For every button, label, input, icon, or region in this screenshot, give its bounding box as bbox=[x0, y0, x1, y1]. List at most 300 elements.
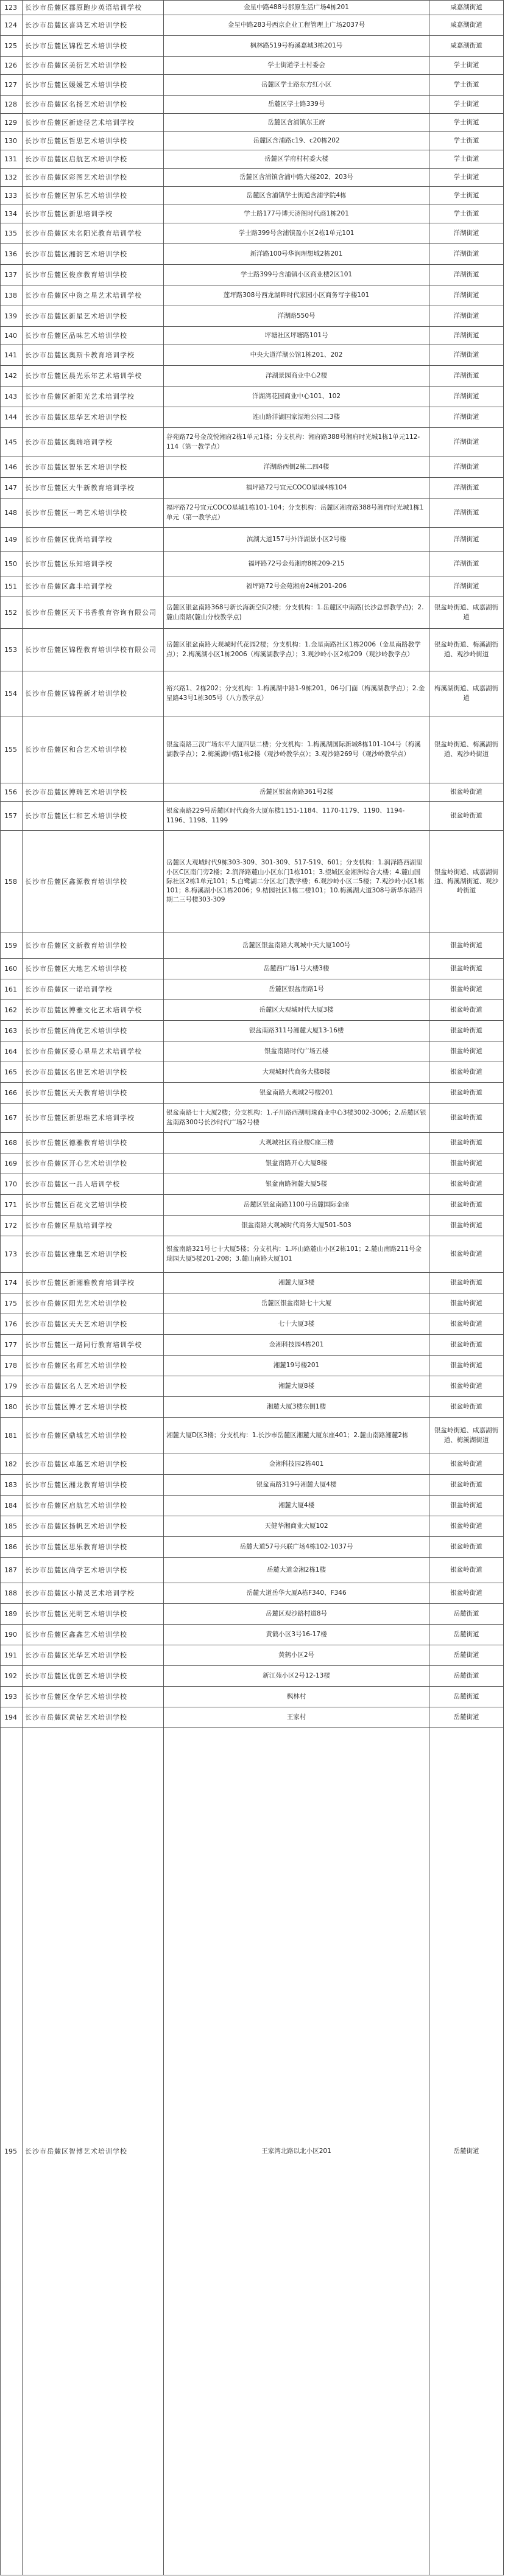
street-cell: 银盆岭街道 bbox=[429, 1376, 504, 1397]
institution-name-cell: 长沙市岳麓区大牛新教育培训学校 bbox=[23, 478, 164, 499]
institution-name-cell: 长沙市岳麓区晨光乐年艺术培训学校 bbox=[23, 366, 164, 387]
address-cell: 岳麓区银盆南路1100号岳麓国际金座 bbox=[164, 1195, 429, 1216]
row-number-cell: 156 bbox=[1, 783, 23, 802]
institution-name-cell: 长沙市岳麓区天天教育培训学校 bbox=[23, 1083, 164, 1104]
address-cell: 银盆南路湘麓大厦5楼 bbox=[164, 1174, 429, 1195]
table-row bbox=[1, 1397, 504, 1418]
table-row bbox=[1, 1604, 504, 1625]
street-cell: 银盆岭街道 bbox=[429, 1583, 504, 1604]
address-cell: 岳麓区银盆南路361号2楼 bbox=[164, 783, 429, 802]
street-cell: 银盆岭街道、梅溪湖街道、观沙岭街道 bbox=[429, 716, 504, 783]
address-cell: 岳麓区银盆南路1号 bbox=[164, 979, 429, 1000]
institution-name-cell: 长沙市岳麓区锦程新才培训学校 bbox=[23, 671, 164, 716]
address-cell: 洋湖路西侧2栋二四4楼 bbox=[164, 457, 429, 478]
address-cell: 学士街道学士村委会 bbox=[164, 57, 429, 75]
table-row bbox=[1, 187, 504, 205]
row-number-cell: 161 bbox=[1, 979, 23, 1000]
row-number-cell: 185 bbox=[1, 1516, 23, 1537]
institution-name-cell: 长沙市岳麓区名扬艺术培训学校 bbox=[23, 96, 164, 114]
street-cell: 学士街道 bbox=[429, 169, 504, 187]
row-number-cell: 160 bbox=[1, 959, 23, 979]
street-cell: 岳麓街道 bbox=[429, 1707, 504, 1728]
table-row bbox=[1, 1516, 504, 1537]
address-cell: 岳麓区大观城时代9栋303-309、301-309、517-519、601；分支机构：1.润泽路西湖里小区C区南门旁2楼；2.润泽路麓山小区东门1栋101；3.望城区金湘洲综合大楼；4.麓山国际社区2栋1单元101；5.白鹭湖二分区北门教学楼；6.观沙岭小区二5楼；7.观沙岭小区1栋101；8.梅溪湖小区1栋2006；9.桔园社区1栋二楼101；10.梅溪湖大道308号新华东路四期二三号楼303-309 bbox=[164, 831, 429, 933]
table-row bbox=[1, 1356, 504, 1376]
table-row bbox=[1, 114, 504, 132]
row-number-cell: 170 bbox=[1, 1174, 23, 1195]
table-row bbox=[1, 75, 504, 96]
table-row bbox=[1, 387, 504, 407]
row-number-cell: 191 bbox=[1, 1645, 23, 1666]
institution-name-cell: 长沙市岳麓区品味艺术培训学校 bbox=[23, 327, 164, 345]
institution-name-cell: 长沙市岳麓区智乐艺术培训学校 bbox=[23, 457, 164, 478]
institution-name-cell: 长沙市岳麓区扬帆艺术培训学校 bbox=[23, 1516, 164, 1537]
table-row bbox=[1, 457, 504, 478]
institution-name-cell: 长沙市岳麓区一鸣艺术培训学校 bbox=[23, 499, 164, 528]
institution-name-cell: 长沙市岳麓区思华艺术培训学校 bbox=[23, 407, 164, 428]
row-number-cell: 174 bbox=[1, 1273, 23, 1293]
institution-name-cell: 长沙市岳麓区新阳光艺术培训学校 bbox=[23, 387, 164, 407]
street-cell: 洋湖街道 bbox=[429, 387, 504, 407]
row-number-cell: 164 bbox=[1, 1041, 23, 1062]
address-cell: 岳麓区观沙路村道8号 bbox=[164, 1604, 429, 1625]
street-cell: 咸嘉湖街道 bbox=[429, 15, 504, 36]
address-cell: 银盆南路319号湘麓大厦4楼 bbox=[164, 1475, 429, 1496]
row-number-cell: 190 bbox=[1, 1625, 23, 1645]
street-cell: 学士街道 bbox=[429, 57, 504, 75]
table-row bbox=[1, 1153, 504, 1174]
institution-name-cell: 长沙市岳麓区博雅文化艺术培训学校 bbox=[23, 1000, 164, 1021]
table-row bbox=[1, 1133, 504, 1153]
row-number-cell: 157 bbox=[1, 802, 23, 831]
row-number-cell: 129 bbox=[1, 114, 23, 132]
address-cell: 湘麓大厦8楼 bbox=[164, 1376, 429, 1397]
institution-name-cell: 长沙市岳麓区博瑞艺术培训学校 bbox=[23, 783, 164, 802]
address-cell: 王家村 bbox=[164, 1707, 429, 1728]
street-cell: 银盆岭街道 bbox=[429, 1083, 504, 1104]
street-cell: 银盆岭街道 bbox=[429, 1496, 504, 1516]
table-row bbox=[1, 1645, 504, 1666]
street-cell: 洋湖街道 bbox=[429, 327, 504, 345]
table-row bbox=[1, 1418, 504, 1454]
row-number-cell: 171 bbox=[1, 1195, 23, 1216]
institution-name-cell: 长沙市岳麓区一路同行教育培训学校 bbox=[23, 1335, 164, 1356]
institution-name-cell: 长沙市岳麓区百花文艺培训学校 bbox=[23, 1195, 164, 1216]
table-row bbox=[1, 552, 504, 576]
street-cell: 梅溪湖街道、咸嘉湖街道 bbox=[429, 671, 504, 716]
row-number-cell: 125 bbox=[1, 36, 23, 57]
table-row bbox=[1, 933, 504, 959]
address-cell: 福坪路72号宜元COCO星城1栋101-104；分支机构：岳麓区湘府路388号湘府时光城1栋1单元（第一教学点） bbox=[164, 499, 429, 528]
table-row bbox=[1, 327, 504, 345]
institution-name-cell: 长沙市岳麓区鑫源教育培训学校 bbox=[23, 831, 164, 933]
table-row bbox=[1, 57, 504, 75]
row-number-cell: 133 bbox=[1, 187, 23, 205]
row-number-cell: 192 bbox=[1, 1666, 23, 1687]
street-cell: 银盆岭街道、咸嘉湖街道、梅溪湖街道 bbox=[429, 1418, 504, 1454]
street-cell: 洋湖街道 bbox=[429, 576, 504, 597]
street-cell: 银盆岭街道 bbox=[429, 1133, 504, 1153]
table-row bbox=[1, 1216, 504, 1236]
street-cell: 银盆岭街道 bbox=[429, 1041, 504, 1062]
table-row bbox=[1, 716, 504, 783]
street-cell: 银盆岭街道 bbox=[429, 1174, 504, 1195]
street-cell: 银盆岭街道 bbox=[429, 1216, 504, 1236]
table-row bbox=[1, 1021, 504, 1041]
address-cell: 金星中路283号西京企业工程管理上广场2037号 bbox=[164, 15, 429, 36]
address-cell: 莲坪路308号西龙湖畔时代家园小区商务写字楼101 bbox=[164, 285, 429, 306]
row-number-cell: 132 bbox=[1, 169, 23, 187]
institution-name-cell: 长沙市岳麓区启航艺术培训学校 bbox=[23, 150, 164, 169]
institution-name-cell: 长沙市岳麓区媛媛艺术培训学校 bbox=[23, 75, 164, 96]
institution-name-cell: 长沙市岳麓区名师艺术培训学校 bbox=[23, 1356, 164, 1376]
street-cell: 银盆岭街道 bbox=[429, 1021, 504, 1041]
address-cell: 银盆南路229号岳麓区时代商务大厦东楼1151-1184、1170-1179、1190、1194-1196、1198、1199 bbox=[164, 802, 429, 831]
institution-name-cell: 长沙市岳麓区鑫丰培训学校 bbox=[23, 576, 164, 597]
table-row bbox=[1, 478, 504, 499]
address-cell: 学士路399号含浦镇小区商业楼2区101 bbox=[164, 265, 429, 285]
institution-name-cell: 长沙市岳麓区彩图艺术培训学校 bbox=[23, 169, 164, 187]
row-number-cell: 182 bbox=[1, 1454, 23, 1475]
institution-name-cell: 长沙市岳麓区思乐教育培训学校 bbox=[23, 1537, 164, 1558]
street-cell: 洋湖街道 bbox=[429, 244, 504, 265]
institution-name-cell: 长沙市岳麓区星航培训学校 bbox=[23, 1216, 164, 1236]
row-number-cell: 150 bbox=[1, 552, 23, 576]
institution-name-cell: 长沙市岳麓区喜鸿艺术培训学校 bbox=[23, 15, 164, 36]
address-cell: 岳麓区大观城时代大厦3楼 bbox=[164, 1000, 429, 1021]
institution-name-cell: 长沙市岳麓区尚学艺术培训学校 bbox=[23, 1558, 164, 1583]
street-cell: 银盆岭街道 bbox=[429, 1314, 504, 1335]
table-row bbox=[1, 1293, 504, 1314]
address-cell: 岳麓区银盆南路大观城中天大厦100号 bbox=[164, 933, 429, 959]
institution-name-cell: 长沙市岳麓区卓越艺术培训学校 bbox=[23, 1454, 164, 1475]
street-cell: 洋湖街道 bbox=[429, 285, 504, 306]
address-cell: 银盆南路开心大厦8楼 bbox=[164, 1153, 429, 1174]
institution-name-cell: 长沙市岳麓区新湘雅教育培训学校 bbox=[23, 1273, 164, 1293]
address-cell: 福坪路72号金苑湘府24栋201-206 bbox=[164, 576, 429, 597]
row-number-cell: 146 bbox=[1, 457, 23, 478]
institution-name-cell: 长沙市岳麓区湘龙教育培训学校 bbox=[23, 1475, 164, 1496]
institution-name-cell: 长沙市岳麓区一诺培训学校 bbox=[23, 979, 164, 1000]
street-cell: 洋湖街道 bbox=[429, 366, 504, 387]
row-number-cell: 166 bbox=[1, 1083, 23, 1104]
row-number-cell: 184 bbox=[1, 1496, 23, 1516]
address-cell: 岳麓区银盆南路368号新长海新空间2楼；分支机构：1.岳麓区中南路(长沙总部教学点)；2.麓山南路(麓山分校教学点) bbox=[164, 597, 429, 629]
table-row bbox=[1, 306, 504, 327]
table-row bbox=[1, 1625, 504, 1645]
street-cell: 洋湖街道 bbox=[429, 478, 504, 499]
institution-name-cell: 长沙市岳麓区优尚培训学校 bbox=[23, 528, 164, 552]
institution-name-cell: 长沙市岳麓区开心艺术培训学校 bbox=[23, 1153, 164, 1174]
address-cell: 谷苑路72号金茂悦湘府2栋1单元1楼；分支机构：湘府路388号湘府时光城1栋1单元112-114（第一教学点） bbox=[164, 428, 429, 457]
table-row bbox=[1, 979, 504, 1000]
row-number-cell: 137 bbox=[1, 265, 23, 285]
institution-name-cell: 长沙市岳麓区奥斯卡教育培训学校 bbox=[23, 345, 164, 366]
row-number-cell: 151 bbox=[1, 576, 23, 597]
address-cell: 洋湖湾花园商业中心101、102 bbox=[164, 387, 429, 407]
address-cell: 裕兴路1、2栋202；分支机构：1.梅溪湖中路1-9栋201，06号门面（梅溪湖教学点）；2.金星路43号1栋305号（八方教学点） bbox=[164, 671, 429, 716]
table-row bbox=[1, 528, 504, 552]
institution-name-cell: 长沙市岳麓区阳光艺术培训学校 bbox=[23, 1293, 164, 1314]
row-number-cell: 194 bbox=[1, 1707, 23, 1728]
row-number-cell: 141 bbox=[1, 345, 23, 366]
institution-name-cell: 长沙市岳麓区新途径艺术培训学校 bbox=[23, 114, 164, 132]
row-number-cell: 188 bbox=[1, 1583, 23, 1604]
table-row bbox=[1, 428, 504, 457]
row-number-cell: 153 bbox=[1, 629, 23, 671]
address-cell: 王家湾北路以北小区201 bbox=[164, 1728, 429, 2575]
row-number-cell: 159 bbox=[1, 933, 23, 959]
row-number-cell: 165 bbox=[1, 1062, 23, 1083]
address-cell: 岳麓西广场1号大楼3楼 bbox=[164, 959, 429, 979]
address-cell: 中央大道洋湖公馆1栋201、202 bbox=[164, 345, 429, 366]
institution-name-cell: 长沙市岳麓区中资之星艺术培训学校 bbox=[23, 285, 164, 306]
row-number-cell: 148 bbox=[1, 499, 23, 528]
street-cell: 学士街道 bbox=[429, 187, 504, 205]
address-cell: 银盆南路三汊广场东平大厦四层二楼；分支机构：1.梅溪湖国际新城8栋101-104号（梅溪湖教学点）；2.梅溪湖中路1栋2楼（观沙岭教学点）；3.观沙路269号（观沙岭教学点） bbox=[164, 716, 429, 783]
street-cell: 洋湖街道 bbox=[429, 306, 504, 327]
institution-name-cell: 长沙市岳麓区优创艺术培训学校 bbox=[23, 1666, 164, 1687]
row-number-cell: 180 bbox=[1, 1397, 23, 1418]
table-row bbox=[1, 1, 504, 15]
table-row bbox=[1, 1273, 504, 1293]
street-cell: 洋湖街道 bbox=[429, 345, 504, 366]
row-number-cell: 152 bbox=[1, 597, 23, 629]
address-cell: 岳麓大道金湘2栋1楼 bbox=[164, 1558, 429, 1583]
address-cell: 新洋路100号华润理想城2栋201 bbox=[164, 244, 429, 265]
institution-name-cell: 长沙市岳麓区文新教育培训学校 bbox=[23, 933, 164, 959]
street-cell: 洋湖街道 bbox=[429, 457, 504, 478]
street-cell: 岳麓街道 bbox=[429, 1687, 504, 1707]
institution-name-cell: 长沙市岳麓区名人艺术培训学校 bbox=[23, 1376, 164, 1397]
address-cell: 枫林路519号梅溪嘉城3栋201号 bbox=[164, 36, 429, 57]
address-cell: 枫林村 bbox=[164, 1687, 429, 1707]
institution-name-cell: 长沙市岳麓区博才艺术培训学校 bbox=[23, 1397, 164, 1418]
institution-name-cell: 长沙市岳麓区仁和艺术培训学校 bbox=[23, 802, 164, 831]
row-number-cell: 140 bbox=[1, 327, 23, 345]
street-cell: 银盆岭街道 bbox=[429, 1195, 504, 1216]
address-cell: 岳麓区学府村村委大楼 bbox=[164, 150, 429, 169]
street-cell: 咸嘉湖街道 bbox=[429, 36, 504, 57]
row-number-cell: 139 bbox=[1, 306, 23, 327]
institution-name-cell: 长沙市岳麓区哲思艺术培训学校 bbox=[23, 132, 164, 150]
row-number-cell: 145 bbox=[1, 428, 23, 457]
institution-name-cell: 长沙市岳麓区郡原跑步英语培训学校 bbox=[23, 1, 164, 15]
address-cell: 银盆南路大观城2号楼201 bbox=[164, 1083, 429, 1104]
table-row bbox=[1, 205, 504, 223]
street-cell: 洋湖街道 bbox=[429, 428, 504, 457]
street-cell: 洋湖街道 bbox=[429, 552, 504, 576]
street-cell: 银盆岭街道 bbox=[429, 1062, 504, 1083]
table-row bbox=[1, 1666, 504, 1687]
address-cell: 湘麓大厦D区3楼；分支机构：1.长沙市岳麓区湘麓大厦东座401；2.麓山南路湘麓2栋 bbox=[164, 1418, 429, 1454]
address-cell: 连山路洋湖国家湿地公园二3楼 bbox=[164, 407, 429, 428]
address-cell: 湘麓大厦4楼 bbox=[164, 1496, 429, 1516]
table-row bbox=[1, 802, 504, 831]
address-cell: 大观城社区商业楼C座三楼 bbox=[164, 1133, 429, 1153]
street-cell: 岳麓街道 bbox=[429, 1604, 504, 1625]
row-number-cell: 154 bbox=[1, 671, 23, 716]
street-cell: 银盆岭街道 bbox=[429, 933, 504, 959]
institution-name-cell: 长沙市岳麓区德雅教育培训学校 bbox=[23, 1133, 164, 1153]
institution-name-cell: 长沙市岳麓区锦程教育培训学校有限公司 bbox=[23, 629, 164, 671]
street-cell: 岳麓街道 bbox=[429, 1645, 504, 1666]
street-cell: 银盆岭街道、咸嘉湖街道、梅溪湖街道、观沙岭街道 bbox=[429, 831, 504, 933]
street-cell: 洋湖街道 bbox=[429, 265, 504, 285]
row-number-cell: 175 bbox=[1, 1293, 23, 1314]
address-cell: 新江苑小区2号12-13楼 bbox=[164, 1666, 429, 1687]
street-cell: 洋湖街道 bbox=[429, 499, 504, 528]
row-number-cell: 167 bbox=[1, 1104, 23, 1133]
table-row bbox=[1, 1314, 504, 1335]
row-number-cell: 127 bbox=[1, 75, 23, 96]
street-cell: 银盆岭街道 bbox=[429, 1273, 504, 1293]
institution-name-cell: 长沙市岳麓区光明艺术培训学校 bbox=[23, 1604, 164, 1625]
street-cell: 银盆岭街道 bbox=[429, 1104, 504, 1133]
address-cell: 岳麓区含浦镇含浦中路大楼202、203号 bbox=[164, 169, 429, 187]
table-row bbox=[1, 15, 504, 36]
street-cell: 学士街道 bbox=[429, 96, 504, 114]
table-row bbox=[1, 783, 504, 802]
table-row bbox=[1, 959, 504, 979]
row-number-cell: 158 bbox=[1, 831, 23, 933]
row-number-cell: 168 bbox=[1, 1133, 23, 1153]
address-cell: 天健华湘商业大厦102 bbox=[164, 1516, 429, 1537]
row-number-cell: 128 bbox=[1, 96, 23, 114]
table-row bbox=[1, 1000, 504, 1021]
street-cell: 银盆岭街道 bbox=[429, 1454, 504, 1475]
address-cell: 银盆南路七十大厦2楼；分支机构：1.子川路西湖明珠商业中心3楼3002-3006；2.岳麓区银盆南路300号长沙时代广场2号楼 bbox=[164, 1104, 429, 1133]
table-row bbox=[1, 96, 504, 114]
street-cell: 银盆岭街道 bbox=[429, 1293, 504, 1314]
table-row bbox=[1, 1195, 504, 1216]
table-row bbox=[1, 671, 504, 716]
row-number-cell: 162 bbox=[1, 1000, 23, 1021]
table-row bbox=[1, 407, 504, 428]
address-cell: 湘麓大厦3楼 bbox=[164, 1273, 429, 1293]
row-number-cell: 178 bbox=[1, 1356, 23, 1376]
address-cell: 滨湖大道157号外洋湖景小区2号楼 bbox=[164, 528, 429, 552]
street-cell: 银盆岭街道 bbox=[429, 959, 504, 979]
street-cell: 洋湖街道 bbox=[429, 223, 504, 244]
institution-name-cell: 长沙市岳麓区湘韵艺术培训学校 bbox=[23, 244, 164, 265]
institution-name-cell: 长沙市岳麓区尚优艺术培训学校 bbox=[23, 1021, 164, 1041]
row-number-cell: 173 bbox=[1, 1236, 23, 1273]
street-cell: 学士街道 bbox=[429, 150, 504, 169]
street-cell: 咸嘉湖街道 bbox=[429, 1, 504, 15]
institution-name-cell: 长沙市岳麓区智博艺术培训学校 bbox=[23, 1728, 164, 2575]
address-cell: 岳麓大道岳华大厦A栋F340、F346 bbox=[164, 1583, 429, 1604]
address-cell: 洋湖路550号 bbox=[164, 306, 429, 327]
address-cell: 七十大厦3楼 bbox=[164, 1314, 429, 1335]
address-cell: 大观城时代商务大楼8楼 bbox=[164, 1062, 429, 1083]
institution-name-cell: 长沙市岳麓区小精灵艺术培训学校 bbox=[23, 1583, 164, 1604]
table-row bbox=[1, 1062, 504, 1083]
row-number-cell: 142 bbox=[1, 366, 23, 387]
street-cell: 银盆岭街道 bbox=[429, 1516, 504, 1537]
row-number-cell: 163 bbox=[1, 1021, 23, 1041]
table-row bbox=[1, 1041, 504, 1062]
institution-name-cell: 长沙市岳麓区光华艺术培训学校 bbox=[23, 1645, 164, 1666]
address-cell: 银盆南路大观城时代商务大厦501-503 bbox=[164, 1216, 429, 1236]
table-row bbox=[1, 1475, 504, 1496]
row-number-cell: 124 bbox=[1, 15, 23, 36]
institution-name-cell: 长沙市岳麓区新思维艺术培训学校 bbox=[23, 1104, 164, 1133]
table-row bbox=[1, 1537, 504, 1558]
street-cell: 岳麓街道 bbox=[429, 1728, 504, 2575]
table-row bbox=[1, 597, 504, 629]
row-number-cell: 144 bbox=[1, 407, 23, 428]
table-row bbox=[1, 1496, 504, 1516]
institution-name-cell: 长沙市岳麓区天天艺术培训学校 bbox=[23, 1314, 164, 1335]
street-cell: 银盆岭街道 bbox=[429, 783, 504, 802]
row-number-cell: 123 bbox=[1, 1, 23, 15]
street-cell: 银盆岭街道 bbox=[429, 1000, 504, 1021]
table-row bbox=[1, 132, 504, 150]
table-row bbox=[1, 1558, 504, 1583]
institution-name-cell: 长沙市岳麓区鑫鑫艺术培训学校 bbox=[23, 1625, 164, 1645]
street-cell: 学士街道 bbox=[429, 205, 504, 223]
institution-name-cell: 长沙市岳麓区和合艺术培训学校 bbox=[23, 716, 164, 783]
address-cell: 黄鹤小区2号 bbox=[164, 1645, 429, 1666]
row-number-cell: 172 bbox=[1, 1216, 23, 1236]
address-cell: 银盆南路311号湘麓大厦13-16楼 bbox=[164, 1021, 429, 1041]
institution-name-cell: 长沙市岳麓区爱心星星艺术培训学校 bbox=[23, 1041, 164, 1062]
address-cell: 湘麓大厦3楼东侧1楼 bbox=[164, 1397, 429, 1418]
table-row bbox=[1, 1728, 504, 2575]
row-number-cell: 195 bbox=[1, 1728, 23, 2575]
address-cell: 岳麓区银盆南路七十大厦 bbox=[164, 1293, 429, 1314]
table-row bbox=[1, 1454, 504, 1475]
institution-name-cell: 长沙市岳麓区黄钻艺术培训学校 bbox=[23, 1707, 164, 1728]
table-row bbox=[1, 1707, 504, 1728]
row-number-cell: 176 bbox=[1, 1314, 23, 1335]
street-cell: 银盆岭街道 bbox=[429, 979, 504, 1000]
institution-name-cell: 长沙市岳麓区智乐艺术培训学校 bbox=[23, 187, 164, 205]
row-number-cell: 155 bbox=[1, 716, 23, 783]
row-number-cell: 136 bbox=[1, 244, 23, 265]
table-row bbox=[1, 1687, 504, 1707]
row-number-cell: 138 bbox=[1, 285, 23, 306]
table-row bbox=[1, 1104, 504, 1133]
address-cell: 福坪路72号宜元COCO星城4栋104 bbox=[164, 478, 429, 499]
institution-name-cell: 长沙市岳麓区大地艺术培训学校 bbox=[23, 959, 164, 979]
address-cell: 银盆南路321号七十大厦5楼；分支机构：1.环山路麓山小区2栋101；2.麓山南路211号金瑞园大厦5楼201-208；3.麓山南路大厦101 bbox=[164, 1236, 429, 1273]
table-row bbox=[1, 285, 504, 306]
address-cell: 金湘科技园2栋401 bbox=[164, 1454, 429, 1475]
street-cell: 洋湖街道 bbox=[429, 528, 504, 552]
table-row bbox=[1, 244, 504, 265]
institution-name-cell: 长沙市岳麓区新星艺术培训学校 bbox=[23, 306, 164, 327]
street-cell: 岳麓街道 bbox=[429, 1625, 504, 1645]
address-cell: 岳麓区学士路339号 bbox=[164, 96, 429, 114]
row-number-cell: 134 bbox=[1, 205, 23, 223]
street-cell: 学士街道 bbox=[429, 132, 504, 150]
street-cell: 银盆岭街道 bbox=[429, 1537, 504, 1558]
street-cell: 银盆岭街道 bbox=[429, 1236, 504, 1273]
row-number-cell: 183 bbox=[1, 1475, 23, 1496]
institution-name-cell: 长沙市岳麓区一品人培训学校 bbox=[23, 1174, 164, 1195]
table-row bbox=[1, 1583, 504, 1604]
table-row bbox=[1, 499, 504, 528]
street-cell: 银盆岭街道 bbox=[429, 1335, 504, 1356]
institution-name-cell: 长沙市岳麓区乐知培训学校 bbox=[23, 552, 164, 576]
row-number-cell: 169 bbox=[1, 1153, 23, 1174]
row-number-cell: 187 bbox=[1, 1558, 23, 1583]
address-cell: 福坪路72号金苑湘府8栋209-215 bbox=[164, 552, 429, 576]
address-cell: 金星中路488号郡原生活广场4栋201 bbox=[164, 1, 429, 15]
table-row bbox=[1, 366, 504, 387]
